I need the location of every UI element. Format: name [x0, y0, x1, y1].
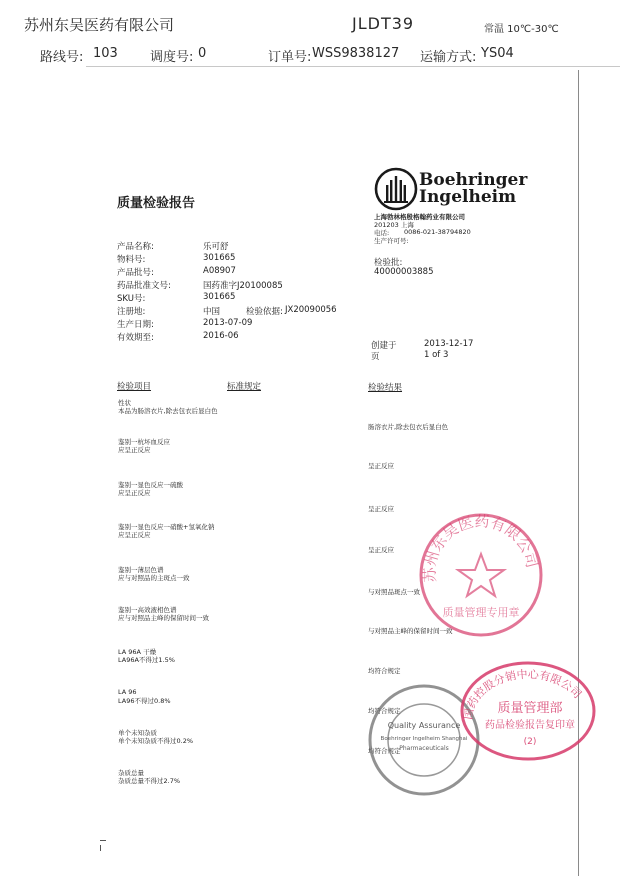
document-code: JLDT39 — [352, 14, 415, 33]
qa-line-1: Quality Assurance — [387, 721, 461, 730]
field-value: 301665 — [203, 253, 236, 263]
field-label: 产品名称: — [117, 242, 154, 252]
seal-ring-text: 苏州东吴医药有限公司 — [420, 512, 542, 583]
dispatch-value: 0 — [198, 46, 207, 61]
qa-line-3: Pharmaceuticals — [399, 745, 449, 752]
manufacturer-name: 上海勃林格殷格翰药业有限公司 — [374, 213, 465, 221]
page-value: 1 of 3 — [424, 350, 449, 360]
phone-value: 0086-021-38794820 — [404, 228, 471, 236]
basis-label: 检验依据: — [246, 307, 283, 317]
field-label: 有效期至: — [117, 333, 154, 343]
phone-label: 电话: — [374, 229, 390, 237]
crop-mark — [100, 840, 106, 841]
test-item-result: 呈正反应 — [368, 505, 394, 513]
order-label: 订单号: — [268, 50, 312, 65]
field-value: 301665 — [203, 292, 236, 302]
created-label: 创建于 — [371, 341, 397, 351]
company-name: 苏州东吴医药有限公司 — [24, 16, 175, 34]
test-item-name: 鉴别一杭坏血反应 — [118, 438, 170, 446]
test-item-result: 均符合规定 — [368, 747, 401, 755]
order-value: WSS9838127 — [312, 46, 400, 61]
field-value: A08907 — [203, 266, 236, 276]
created-value: 2013-12-17 — [424, 339, 474, 349]
column-header-item: 检验项目 — [117, 382, 152, 392]
storage-condition: 常温 10℃-30℃ — [484, 24, 559, 35]
test-item-result: 呈正反应 — [368, 462, 394, 470]
test-item-result: 与对照品主峰的保留时间一致 — [368, 627, 453, 635]
test-item-name: LA 96 — [118, 688, 137, 696]
column-header-result: 检验结果 — [368, 383, 403, 393]
license-label: 生产许可号: — [374, 237, 409, 245]
manufacturer-address: 201203 上海 — [374, 221, 414, 229]
test-item-result: 均符合规定 — [368, 707, 401, 715]
field-value: 2013-07-09 — [203, 318, 253, 328]
test-item-name: 单个未知杂质 — [118, 729, 157, 737]
field-label: 产品批号: — [117, 268, 154, 278]
field-label: SKU号: — [117, 294, 146, 304]
page-label: 页 — [371, 352, 380, 362]
field-label: 物料号: — [117, 255, 146, 265]
test-item-name: LA 96A 干燥 — [118, 648, 157, 656]
batch-label: 检验批: — [374, 258, 403, 268]
oval-line-1: 质量管理部 — [497, 701, 563, 716]
report-title: 质量检验报告 — [117, 196, 196, 211]
test-item-name: 杂质总量 — [118, 769, 144, 777]
qa-line-2: Boehringer Ingelheim Shanghai — [380, 736, 468, 742]
company-seal-stamp — [416, 510, 546, 640]
test-item-result: 与对照品斑点一致 — [368, 588, 420, 596]
copy-seal-stamp — [458, 660, 598, 762]
test-item-standard: 应呈正反应 — [118, 446, 151, 454]
test-item-standard: 杂质总量不得过2.7% — [118, 777, 181, 785]
logo-line-1: Boehringer — [419, 170, 528, 190]
test-item-standard: LA96A不得过1.5% — [118, 656, 175, 664]
batch-value: 40000003885 — [374, 267, 434, 277]
test-item-name: 鉴别一显色反应一硫酸 — [118, 481, 183, 489]
field-value: 中国 — [203, 307, 221, 317]
oval-line-2: 药品检验报告复印章 — [485, 720, 575, 731]
test-item-standard: 应与对照品的主斑点一致 — [118, 574, 190, 582]
field-value: 2016-06 — [203, 331, 239, 341]
test-item-standard: 应与对照品主峰的保留时间一致 — [118, 614, 209, 622]
oval-ring-text: 国药控股分销中心有限公司 — [461, 667, 585, 721]
route-label: 路线号: — [40, 50, 84, 65]
test-item-standard: LA96不得过0.8% — [118, 697, 171, 705]
test-item-standard: 本品为肠溶衣片,除去包衣后显白色 — [118, 407, 218, 415]
test-item-result: 呈正反应 — [368, 546, 394, 554]
oval-line-3: (2) — [523, 737, 537, 747]
field-value: 国药准字J20100085 — [203, 281, 283, 291]
test-item-result: 均符合规定 — [368, 667, 401, 675]
logo-line-2: Ingelheim — [419, 187, 517, 207]
crop-mark — [100, 845, 101, 851]
field-label: 药品批准文号: — [117, 281, 171, 291]
sheet-top-edge — [86, 66, 620, 67]
field-value: 乐可舒 — [203, 242, 229, 252]
seal-center-text: 质量管理专用章 — [442, 606, 520, 619]
test-item-standard: 单个未知杂质不得过0.2% — [118, 737, 194, 745]
field-label: 注册地: — [117, 307, 146, 317]
column-header-standard: 标准规定 — [227, 382, 262, 392]
transport-label: 运输方式: — [420, 50, 477, 65]
test-item-name: 性状 — [118, 399, 131, 407]
boehringer-logo-icon — [374, 167, 418, 211]
transport-value: YS04 — [481, 46, 514, 61]
test-item-standard: 应呈正反应 — [118, 531, 151, 539]
test-item-name: 鉴别一高效液相色谱 — [118, 606, 177, 614]
test-item-standard: 应呈正反应 — [118, 489, 151, 497]
test-item-name: 鉴别一薄层色谱 — [118, 566, 164, 574]
dispatch-label: 调度号: — [150, 50, 194, 65]
basis-value: JX20090056 — [285, 305, 337, 315]
field-label: 生产日期: — [117, 320, 154, 330]
test-item-name: 鉴别一显色反应一硝酸+氢氧化钠 — [118, 523, 215, 531]
test-item-result: 肠溶衣片,除去包衣后显白色 — [368, 423, 449, 431]
route-value: 103 — [93, 46, 118, 61]
